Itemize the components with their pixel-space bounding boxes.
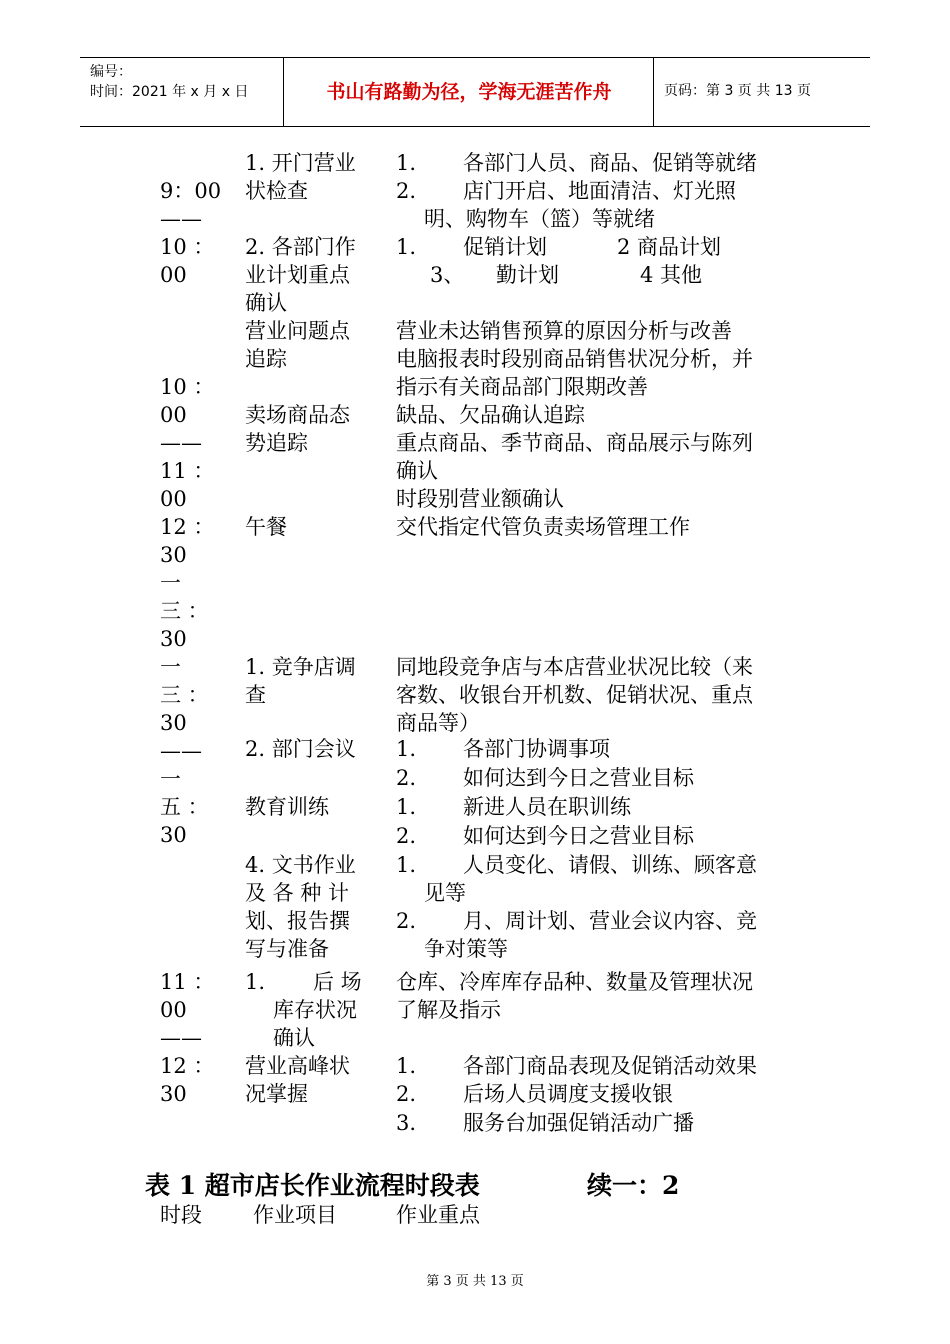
page-header xyxy=(80,57,870,127)
focus-cell: 如何达到今日之营业目标 xyxy=(463,766,694,790)
list-number: 2. xyxy=(396,1082,417,1106)
header-motto: 书山有路勤为径，学海无涯苦作舟 xyxy=(326,81,612,103)
number-label: 编号： xyxy=(90,64,132,80)
time-cell: 一 xyxy=(160,655,181,679)
focus-cell: 服务台加强促销活动广播 xyxy=(463,1111,694,1135)
list-number: 1. xyxy=(396,151,417,175)
focus-cell: 各部门人员、商品、促销等就绪 xyxy=(463,151,757,175)
focus-cell: 2 商品计划 xyxy=(617,235,722,259)
time-cell: 00 xyxy=(160,403,187,427)
time-cell: —— xyxy=(160,739,202,763)
focus-cell: 确认 xyxy=(396,459,438,483)
list-number: 1. xyxy=(396,737,417,761)
list-number: 2. xyxy=(396,824,417,848)
focus-cell: 商品等） xyxy=(396,711,480,735)
item-cell: 1. 开门营业 xyxy=(245,151,356,175)
time-cell: 12 ： xyxy=(160,1054,215,1078)
list-number: 2. xyxy=(396,909,417,933)
item-cell: 2. 部门会议 xyxy=(245,737,356,761)
item-cell: 1. xyxy=(245,970,266,994)
item-cell: 营业问题点 xyxy=(245,319,350,343)
time-cell: 10 ： xyxy=(160,235,215,259)
time-cell: 一 xyxy=(160,571,181,595)
list-number: 2. xyxy=(396,766,417,790)
item-cell: 1. 竞争店调 xyxy=(245,655,356,679)
time-cell: 30 xyxy=(160,1082,187,1106)
time-cell: 00 xyxy=(160,487,187,511)
table-title: 表 1 超市店长作业流程时段表 xyxy=(145,1171,480,1200)
time-cell: 11 ： xyxy=(160,970,215,994)
focus-cell: 4 其他 xyxy=(640,263,703,287)
item-cell: 写与准备 xyxy=(245,937,329,961)
focus-cell: 人员变化、请假、训练、顾客意 xyxy=(463,853,757,877)
item-cell: 确认 xyxy=(245,291,287,315)
item-cell: 教育训练 xyxy=(245,795,329,819)
time-cell: 五 ： xyxy=(160,795,209,819)
item-cell: 及 各 种 计 xyxy=(245,881,350,905)
item-cell: 营业高峰状 xyxy=(245,1054,350,1078)
item-cell: 4. 文书作业 xyxy=(245,853,356,877)
focus-cell: 交代指定代管负责卖场管理工作 xyxy=(396,515,690,539)
focus-cell: 争对策等 xyxy=(424,937,508,961)
list-number: 2. xyxy=(396,179,417,203)
focus-cell: 3、 xyxy=(430,263,465,287)
item-cell: 业计划重点 xyxy=(245,263,350,287)
time-cell: 11 ： xyxy=(160,459,215,483)
time-cell: 00 xyxy=(160,998,187,1022)
item-cell: 后 场 xyxy=(313,970,362,994)
focus-cell: 明、购物车（篮）等就绪 xyxy=(424,207,655,231)
item-cell: 确认 xyxy=(273,1026,315,1050)
focus-cell: 客数、收银台开机数、促销状况、重点 xyxy=(396,683,753,707)
item-cell: 2. 各部门作 xyxy=(245,235,356,259)
item-cell: 况掌握 xyxy=(245,1082,308,1106)
focus-cell: 电脑报表时段别商品销售状况分析，并 xyxy=(396,347,753,371)
focus-cell: 月、周计划、营业会议内容、竞 xyxy=(463,909,757,933)
focus-cell: 店门开启、地面清洁、灯光照 xyxy=(463,179,736,203)
item-cell: 午餐 xyxy=(245,515,287,539)
time-cell: 一 xyxy=(160,767,181,791)
list-number: 3. xyxy=(396,1111,417,1135)
item-cell: 状检查 xyxy=(245,179,308,203)
column-header-focus: 作业重点 xyxy=(396,1203,480,1227)
focus-cell: 营业未达销售预算的原因分析与改善 xyxy=(396,319,732,343)
focus-cell: 新进人员在职训练 xyxy=(463,795,631,819)
list-number: 1. xyxy=(396,795,417,819)
focus-cell: 同地段竞争店与本店营业状况比较（来 xyxy=(396,655,753,679)
list-number: 1. xyxy=(396,853,417,877)
focus-cell: 仓库、冷库库存品种、数量及管理状况 xyxy=(396,970,753,994)
time-cell: 30 xyxy=(160,543,187,567)
list-number: 1. xyxy=(396,1054,417,1078)
time-label: 时间：2021 年 x 月 x 日 xyxy=(90,84,249,100)
focus-cell: 重点商品、季节商品、商品展示与陈列 xyxy=(396,431,753,455)
time-cell: —— xyxy=(160,431,202,455)
focus-cell: 缺品、欠品确认追踪 xyxy=(396,403,585,427)
header-page-info: 页码：第 3 页 共 13 页 xyxy=(664,83,811,99)
time-cell: —— xyxy=(160,207,202,231)
item-cell: 追踪 xyxy=(245,347,287,371)
focus-cell: 勤计划 xyxy=(496,263,559,287)
focus-cell: 后场人员调度支援收银 xyxy=(463,1082,673,1106)
focus-cell: 指示有关商品部门限期改善 xyxy=(396,375,648,399)
table-continuation: 续一：2 xyxy=(587,1171,680,1200)
item-cell: 势追踪 xyxy=(245,431,308,455)
time-cell: 10 ： xyxy=(160,375,215,399)
item-cell: 划、报告撰 xyxy=(245,909,350,933)
header-divider xyxy=(283,58,284,126)
column-header-item: 作业项目 xyxy=(253,1203,337,1227)
list-number: 1. xyxy=(396,235,417,259)
item-cell: 查 xyxy=(245,683,266,707)
focus-cell: 了解及指示 xyxy=(396,998,501,1022)
time-cell: 三 ： xyxy=(160,683,209,707)
focus-cell: 时段别营业额确认 xyxy=(396,487,564,511)
time-cell: 30 xyxy=(160,711,187,735)
header-meta xyxy=(90,62,248,102)
time-cell: 30 xyxy=(160,823,187,847)
item-cell: 库存状况 xyxy=(273,998,357,1022)
page-footer: 第 3 页 共 13 页 xyxy=(426,1274,524,1289)
time-cell: —— xyxy=(160,1026,202,1050)
time-cell: 三 ： xyxy=(160,599,209,623)
time-cell: 00 xyxy=(160,263,187,287)
time-cell: 9：00 xyxy=(160,179,222,203)
focus-cell: 如何达到今日之营业目标 xyxy=(463,824,694,848)
focus-cell: 促销计划 xyxy=(463,235,547,259)
time-cell: 30 xyxy=(160,627,187,651)
column-header-time: 时段 xyxy=(160,1203,202,1227)
focus-cell: 各部门商品表现及促销活动效果 xyxy=(463,1054,757,1078)
time-cell: 12 ： xyxy=(160,515,215,539)
header-divider xyxy=(653,58,654,126)
focus-cell: 见等 xyxy=(424,881,466,905)
focus-cell: 各部门协调事项 xyxy=(463,737,610,761)
item-cell: 卖场商品态 xyxy=(245,403,350,427)
